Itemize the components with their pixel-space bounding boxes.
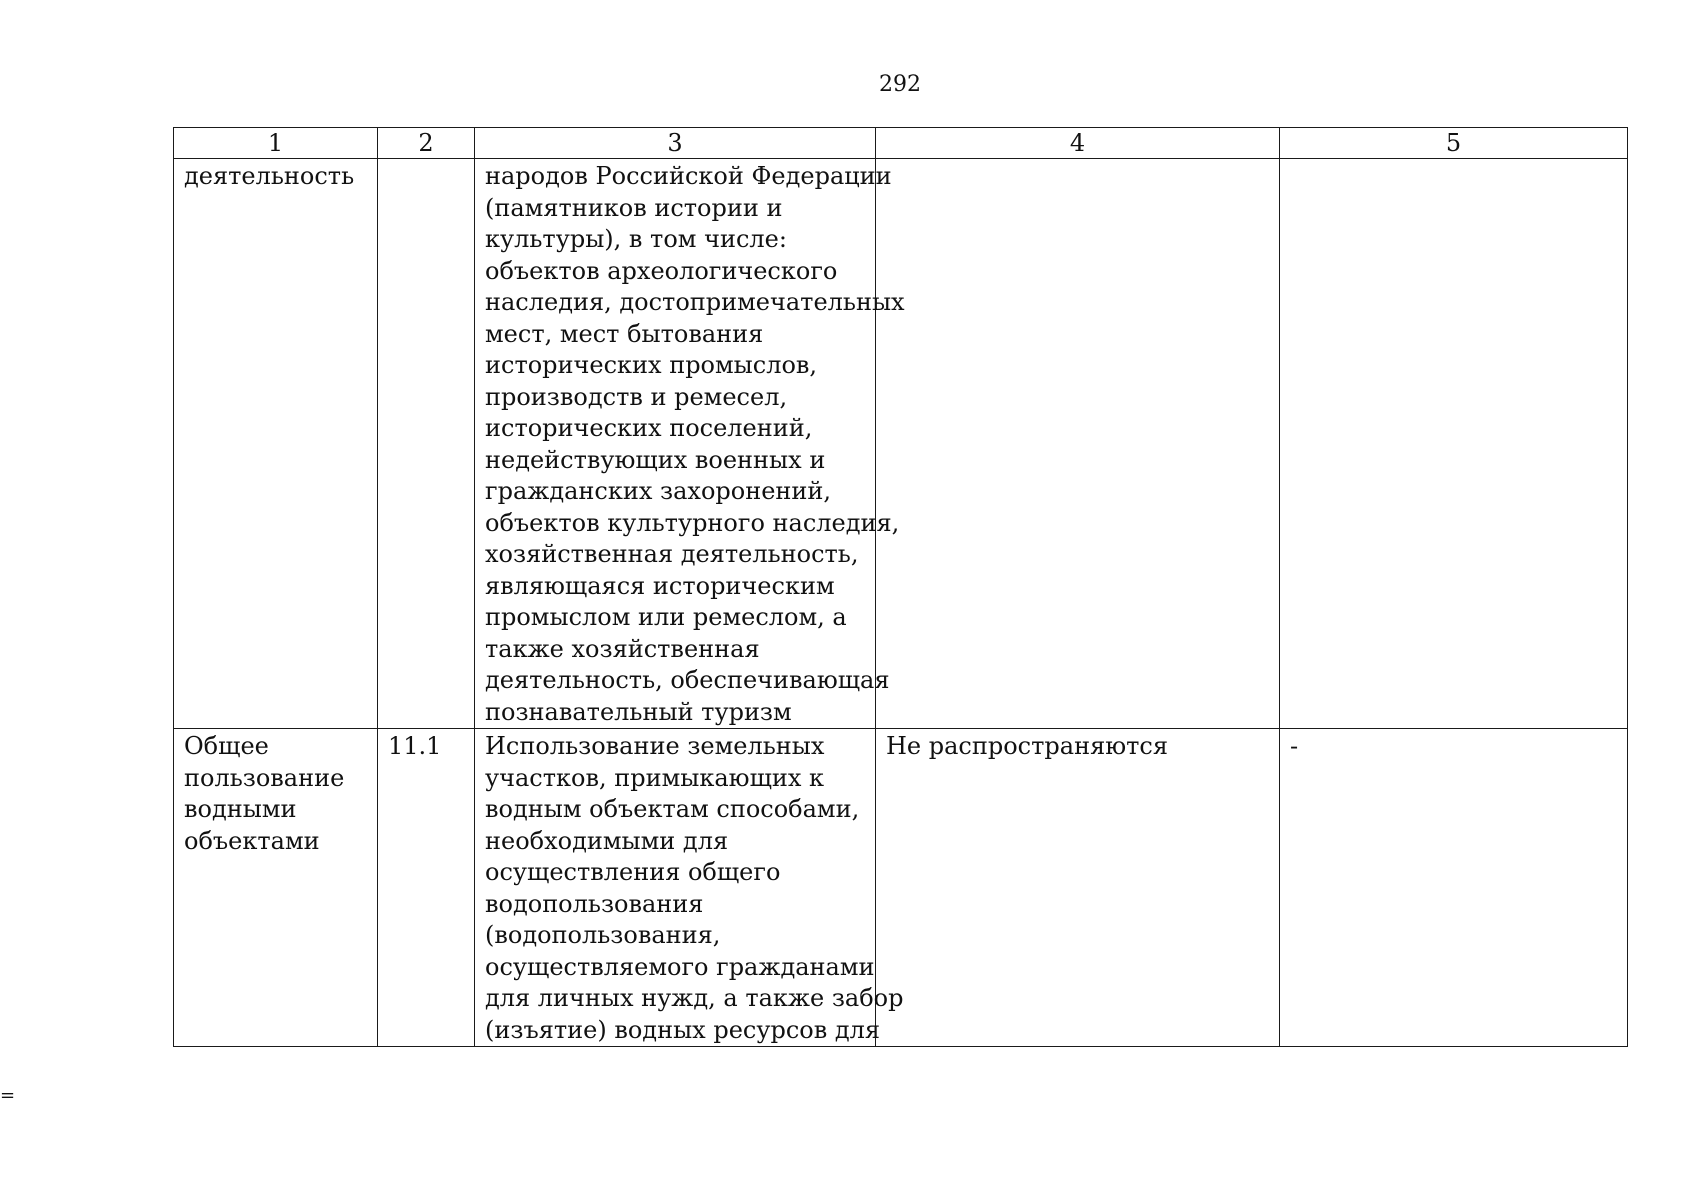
use-type-line: водными [184,795,297,823]
description-line: объектов археологического [485,256,838,285]
description-line: для личных нужд, а также забор [485,984,904,1012]
column-header-2: 2 [378,128,475,159]
row2-restrictions: - [1280,729,1628,1047]
row1-description [475,159,905,729]
description-line: культуры), в том числе: [485,225,787,253]
description-line: познавательный туризм [485,697,792,726]
table-header-row [174,128,1628,159]
use-type-line: Общее [184,732,269,760]
margin-mark: = [0,1085,16,1106]
column-header-1: 1 [174,128,378,159]
description-line: наследия, достопримечательных [485,288,905,316]
description-line: гражданских захоронений, [485,477,832,505]
use-type-line: пользование [184,763,345,792]
row1-code [378,159,475,729]
row1-parameters [876,159,1280,729]
description-line: мест, мест бытования [485,319,764,348]
row1-restrictions [1280,159,1628,729]
description-line: осуществления общего [485,858,781,886]
description-line: (изъятие) водных ресурсов для [485,1015,881,1044]
column-header-5: 5 [1280,128,1628,159]
row1-use-type: деятельность [174,159,378,729]
use-type-line: объектами [184,826,320,855]
description-line: участков, примыкающих к [485,763,825,792]
description-line: производств и ремесел, [485,382,788,411]
description-line: (водопользования, [485,921,721,949]
table-row [174,159,1628,729]
description-line: (памятников истории и [485,193,783,222]
description-line: необходимыми для [485,826,729,855]
page-number: 292 [879,72,921,97]
regulation-table [173,127,1628,1047]
description-line: осуществляемого гражданами [485,952,875,981]
column-header-3: 3 [475,128,876,159]
row2-code: 11.1 [378,729,475,1047]
description-line: являющаяся историческим [485,571,835,600]
description-line: исторических поселений, [485,414,813,442]
description-line: объектов культурного наследия, [485,508,900,537]
description-line: промыслом или ремеслом, а [485,603,847,631]
description-line: также хозяйственная [485,634,760,663]
description-line: недействующих военных и [485,445,826,474]
row2-description [475,729,904,1047]
row2-parameters: Не распространяются [876,729,1280,1047]
row2-use-type [174,729,378,1047]
description-line: водным объектам способами, [485,795,860,823]
description-line: хозяйственная деятельность, [485,540,859,568]
description-line: водопользования [485,889,704,918]
table-row [174,729,1628,1047]
column-header-4: 4 [876,128,1280,159]
description-line: деятельность, обеспечивающая [485,666,890,694]
description-line: народов Российской Федерации [485,162,892,190]
description-line: исторических промыслов, [485,351,818,379]
description-line: Использование земельных [485,732,825,760]
